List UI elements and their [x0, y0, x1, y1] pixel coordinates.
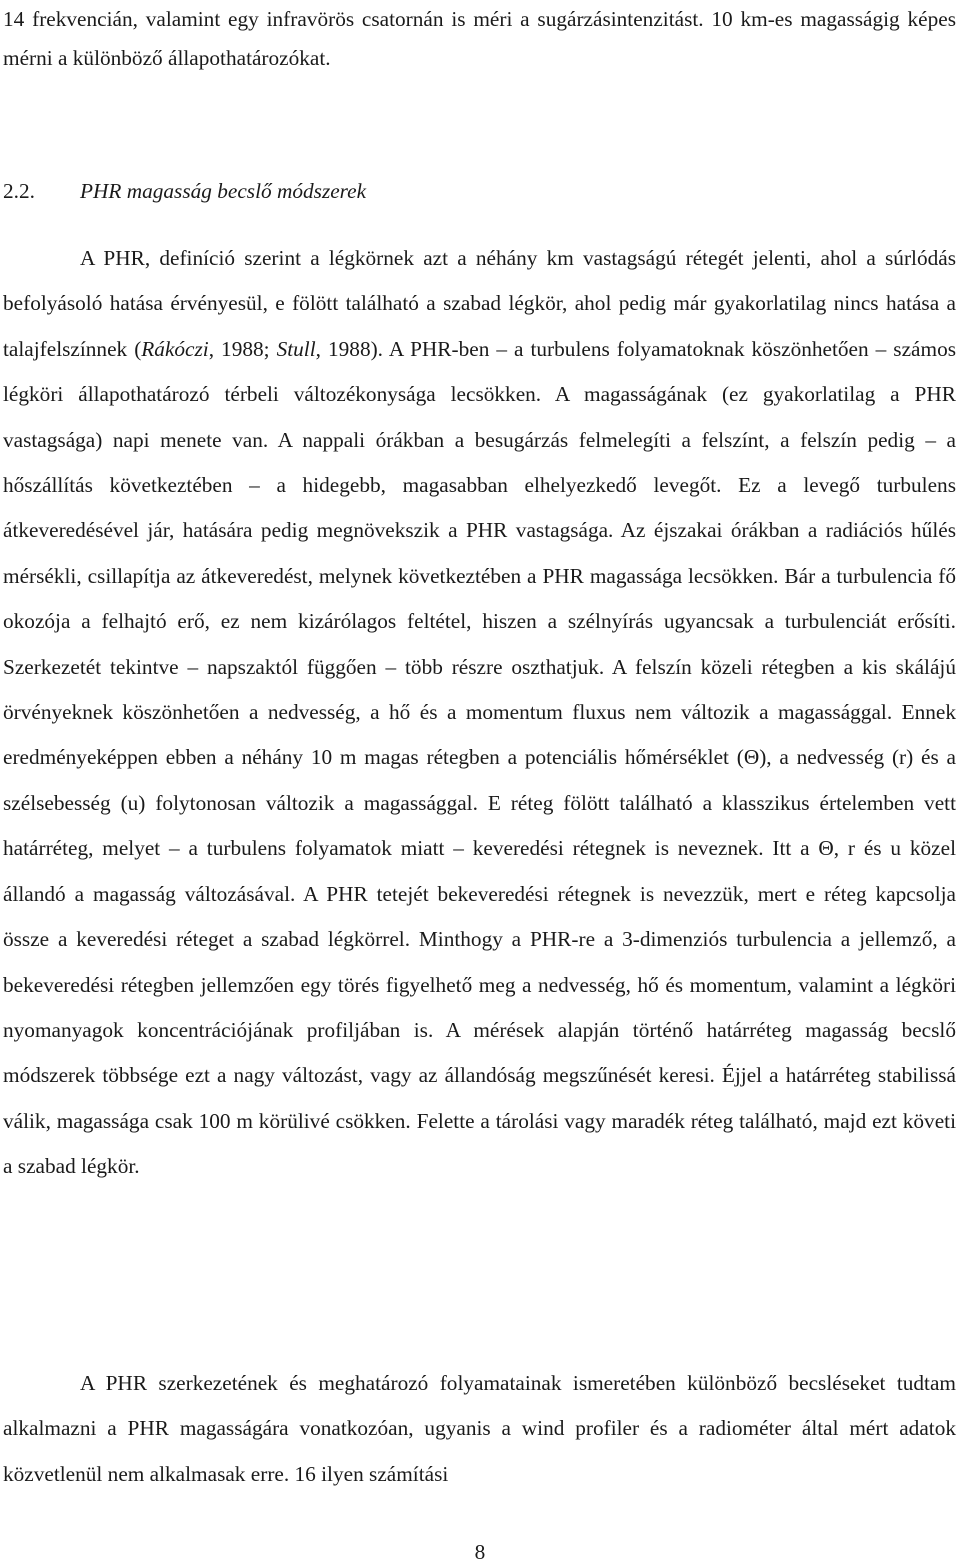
body-paragraph-2: A PHR szerkezetének és meghatározó folyamatainak ismeretében különböző becsléseket tudtam alkalmazni a PHR magasságára vonatkozóan, ugyanis a wind profiler és a radiométer által mért adatok közvetlenül nem alkalmasak erre. 16 ilyen számítási	[3, 1371, 956, 1486]
section-title: PHR magasság becslő módszerek	[80, 179, 367, 203]
citation-author-rakoczi: Rákóczi	[141, 336, 209, 361]
body-paragraph-1	[3, 236, 956, 1190]
citation-year-1: , 1988;	[208, 336, 277, 361]
citation-year-2: , 1988	[315, 336, 371, 361]
section-number: 2.2.	[3, 179, 35, 203]
intro-paragraph: 14 frekvencián, valamint egy infravörös csatornán is méri a sugárzásintenzitást. 10 km-es magasságig képes mérni a különböző állapothatározókat.	[3, 7, 956, 70]
citation-author-stull: Stull	[276, 336, 316, 361]
paragraph1-text-rest: ). A PHR-ben – a turbulens folyamatoknak köszönhetően – számos légköri állapothatározó térbeli változékonysága lecsökken. A magasságának (ez gyakorlatilag a PHR vastagsága) napi menete van. A nappali órákban a besugárzás felmelegíti a felszínt, a felszín pedig – a hőszállítás következtében – a hidegebb, magasabban elhelyezkedő levegőt. Ez a levegő turbulens átkeveredésével jár, hatására pedig megnövekszik a PHR vastagsága. Az éjszakai órákban a radiációs hűlés mérsékli, csillapítja az átkeveredést, melynek következtében a PHR magassága lecsökken. Bár a turbulencia fő okozója a felhajtó erő, ez nem kizárólagos feltétel, hiszen a szélnyírás ugyancsak a turbulenciát erősíti. Szerkezetét tekintve – napszaktól függően – több részre oszthatjuk. A felszín közeli rétegben a kis skálájú örvényeknek köszönhetően a nedvesség, a hő és a momentum fluxus nem változik a magassággal. Ennek eredményeképpen ebben a néhány 10 m magas rétegben a potenciális hőmérséklet (Θ), a nedvesség (r) és a szélsebesség (u) folytonosan változik a magassággal. E réteg fölött található a klasszikus értelemben vett határréteg, melyet – a turbulens folyamatok miatt – keveredési rétegnek is neveznek. Itt a Θ, r és u közel állandó a magasság változásával. A PHR tetejét bekeveredési rétegnek is nevezzük, mert e réteg kapcsolja össze a keveredési réteget a szabad légkörrel. Minthogy a PHR-re a 3-dimenziós turbulencia a jellemző, a bekeveredési rétegben jellemzően egy törés figyelhető meg a nedvesség, hő és momentum, valamint a légköri nyomanyagok koncentrációjának profiljában is. A mérések alapján történő határréteg magasság becslő módszerek többsége ezt a nagy változást, vagy az állandóság megszűnését keresi. Éjjel a határréteg stabilissá válik, magassága csak 100 m körülivé csökken. Felette a tárolási vagy maradék réteg található, majd ezt követi a szabad légkör.	[3, 336, 957, 1179]
page-number: 8	[474, 1540, 486, 1564]
paragraph1-text-start: A PHR, definíció szerint a légkörnek azt a néhány km vastagságú rétegét jelenti, ahol a súrlódás befolyásoló hatása érvényesül, e fölött található a szabad légkör, ahol pedig már gyakorlatilag nincs hatása a talajfelszínnek (	[3, 246, 956, 361]
section-heading	[3, 172, 366, 211]
